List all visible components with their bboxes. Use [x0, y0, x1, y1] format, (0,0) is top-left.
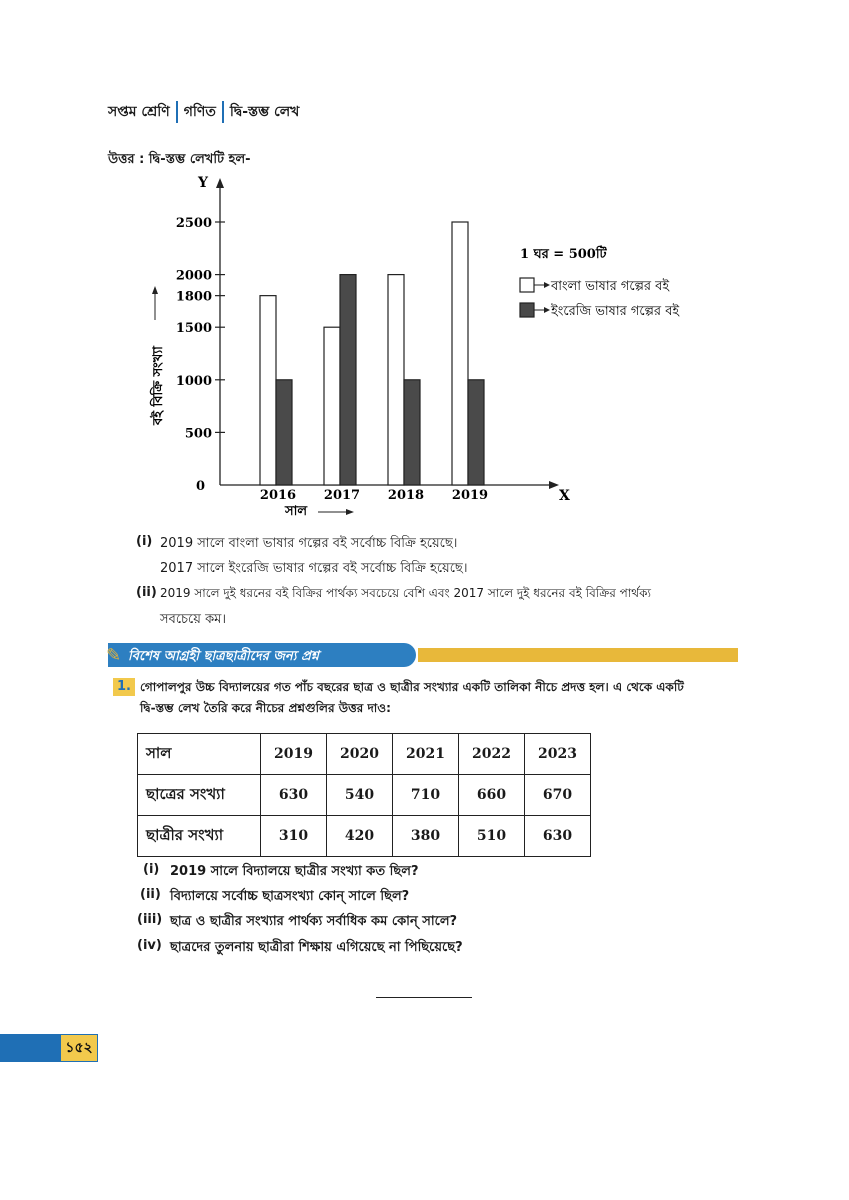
bar-bangla: [452, 222, 468, 485]
y-tick-label: 1000: [175, 373, 212, 389]
question-line1: গোপালপুর উচ্চ বিদ্যালয়ের গত পাঁচ বছরের ছাত্র ও ছাত্রীর সংখ্যার একটি তালিকা নীচে প্রদত্ত হল। এ থেকে একটি: [140, 680, 684, 694]
x-tick-label: 2017: [323, 488, 361, 503]
table-header-year: 2020: [327, 734, 393, 775]
x-tick-label: 2016: [259, 488, 297, 503]
header-class: সপ্তম শ্রেণি: [108, 104, 170, 120]
subquestion-text: ছাত্র ও ছাত্রীর সংখ্যার পার্থক্য সর্বাধিক কম কোন্ সালে?: [170, 914, 458, 929]
pen-icon: ✎: [106, 645, 122, 666]
bar-english: [340, 275, 356, 485]
x-axis-label: সাল: [285, 504, 308, 519]
header-divider: [176, 101, 178, 123]
y-ticks: [176, 216, 225, 494]
y-tick-label: 1500: [175, 321, 212, 337]
answer-ii-number: (ii): [136, 585, 157, 600]
answer-ii-line1: 2019 সালে দুই ধরনের বই বিক্রির পার্থক্য সবচেয়ে বেশি এবং 2017 সালে দুই ধরনের বই বিক্রির পার্থক্য: [160, 586, 651, 600]
y-tick-label: 2500: [175, 216, 212, 231]
legend-swatch-bangla: [520, 278, 534, 292]
table-row-label: ছাত্রের সংখ্যা: [138, 775, 261, 816]
table-header-year: 2019: [261, 734, 327, 775]
header-subject: গণিত: [183, 104, 216, 120]
special-section-title: বিশেষ আগ্রহী ছাত্রছাত্রীদের জন্য প্রশ্ন: [128, 649, 319, 664]
y-tick-label: 500: [184, 426, 212, 442]
table-cell: 310: [261, 816, 327, 857]
bar-english: [276, 380, 292, 485]
table-header-year: 2022: [459, 734, 525, 775]
subquestion-text: 2019 সালে বিদ্যালয়ে ছাত্রীর সংখ্যা কত ছিল?: [170, 864, 419, 879]
x-tick-label: 2019: [451, 488, 489, 503]
end-rule: [376, 997, 472, 998]
page-number: ১৫২: [60, 1034, 98, 1062]
bar-bangla: [324, 327, 340, 485]
table-cell: 660: [459, 775, 525, 816]
legend-label-bangla: বাংলা ভাষার গল্পের বই: [551, 279, 670, 294]
x-tick-label: 2018: [387, 488, 425, 503]
subquestion-number: (iii): [137, 912, 163, 927]
table-cell: 630: [525, 816, 591, 857]
x-ticks: [260, 488, 488, 503]
table-cell: 630: [261, 775, 327, 816]
x-label-arrow-icon: [346, 509, 354, 515]
y-tick-label: 2000: [175, 268, 212, 284]
subquestion-text: বিদ্যালয়ে সর্বোচ্চ ছাত্রসংখ্যা কোন্ সালে ছিল?: [170, 889, 410, 904]
y-axis-label: বই বিক্রি সংখ্যা: [151, 346, 166, 425]
answer-intro: উত্তর : দ্বি-স্তম্ভ লেখটি হল-: [108, 152, 251, 167]
table-header-label: সাল: [138, 734, 261, 775]
y-axis-arrow-icon: [216, 178, 224, 188]
table-row: [138, 816, 591, 857]
bar-bangla: [260, 296, 276, 485]
answer-i-number: (i): [136, 534, 153, 549]
header-divider: [222, 101, 224, 123]
table-row: [138, 775, 591, 816]
header-topic: দ্বি-স্তম্ভ লেখ: [229, 104, 300, 120]
table-cell: 540: [327, 775, 393, 816]
table-cell: 670: [525, 775, 591, 816]
table-cell: 420: [327, 816, 393, 857]
page-header: [108, 100, 299, 124]
subquestion-text: ছাত্রদের তুলনায় ছাত্রীরা শিক্ষায় এগিয়েছে না পিছিয়েছে?: [170, 940, 463, 955]
y-tick-label: 0: [195, 479, 205, 494]
legend-label-english: ইংরেজি ভাষার গল্পের বই: [551, 304, 680, 319]
page-number-bar: [0, 1034, 60, 1062]
x-axis-letter: X: [559, 488, 570, 504]
table-cell: 380: [393, 816, 459, 857]
table-row-label: ছাত্রীর সংখ্যা: [138, 816, 261, 857]
y-label-arrow-icon: [152, 286, 158, 294]
subquestion-number: (i): [143, 862, 160, 877]
subquestion-number: (ii): [140, 887, 161, 902]
table-cell: 510: [459, 816, 525, 857]
table-header-year: 2021: [393, 734, 459, 775]
banner-accent-bar: [418, 648, 738, 662]
bar-english: [404, 380, 420, 485]
question-line2: দ্বি-স্তম্ভ লেখ তৈরি করে নীচের প্রশ্নগুলির উত্তর দাও:: [140, 701, 391, 715]
scale-note: 1 ঘর = 500টি: [520, 247, 607, 262]
table-header-row: [138, 734, 591, 775]
bar-english: [468, 380, 484, 485]
table-cell: 710: [393, 775, 459, 816]
subquestion-number: (iv): [137, 938, 162, 953]
answer-i-line2: 2017 সালে ইংরেজি ভাষার গল্পের বই সর্বোচ্চ বিক্রি হয়েছে।: [160, 561, 468, 576]
bar-bangla: [388, 275, 404, 485]
student-count-table: [137, 733, 591, 857]
y-axis-letter: Y: [198, 175, 208, 191]
legend-arrow-icon: [544, 282, 550, 288]
table-header-year: 2023: [525, 734, 591, 775]
legend-arrow-icon: [544, 307, 550, 313]
double-bar-chart: [130, 170, 720, 530]
bars: [260, 222, 484, 485]
question-number: 1.: [113, 678, 135, 696]
legend-swatch-english: [520, 303, 534, 317]
answer-ii-line2: সবচেয়ে কম।: [160, 612, 227, 627]
y-tick-label: 1800: [175, 289, 212, 305]
x-axis-arrow-icon: [549, 481, 559, 489]
answer-i-line1: 2019 সালে বাংলা ভাষার গল্পের বই সর্বোচ্চ বিক্রি হয়েছে।: [160, 536, 458, 551]
